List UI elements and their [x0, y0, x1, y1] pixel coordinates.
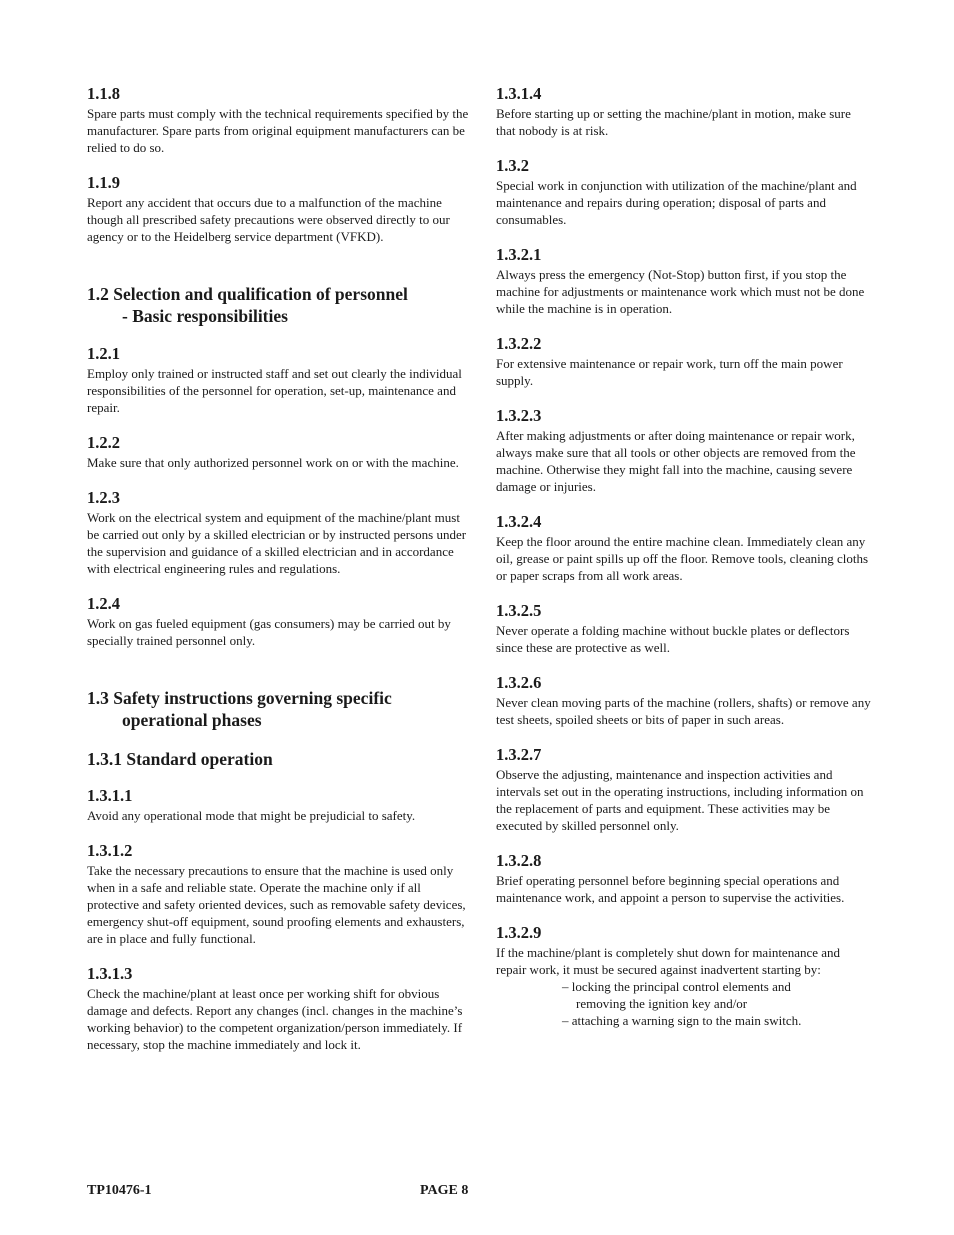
heading-line-continued: operational phases	[122, 710, 262, 730]
section-number: 1.2.2	[87, 433, 120, 452]
section-text: Brief operating personnel before beginning special operations and maintenance work, and appoint a person to supervise the activities.	[496, 873, 845, 905]
section-number: 1.2.1	[87, 344, 120, 363]
heading-line: 1.2 Selection and qualification of personnel	[87, 284, 408, 304]
section-text: Special work in conjunction with utilization of the machine/plant and maintenance and repairs during operation; disposal of parts and consumables.	[496, 178, 857, 227]
section-text: Employ only trained or instructed staff and set out clearly the individual responsibilities of the personnel for operation, set-up, maintenance and repair.	[87, 366, 462, 415]
section-number: 1.1.9	[87, 173, 120, 192]
section-1-2-2	[87, 433, 469, 471]
list-item-text-continued: removing the ignition key and/or	[576, 996, 748, 1011]
section-text: If the machine/plant is completely shut down for maintenance and repair work, it must be secured against inadvertent starting by:	[496, 945, 841, 977]
section-1-3-2-5	[496, 601, 872, 656]
section-number: 1.3.2	[496, 156, 529, 175]
section-text: Never clean moving parts of the machine (rollers, shafts) or remove any test sheets, spoiled sheets or bits of paper in such areas.	[496, 695, 871, 727]
page-number: PAGE 8	[420, 1183, 469, 1198]
section-text: Always press the emergency (Not-Stop) button first, if you stop the machine for adjustments or maintenance work which must not be done while the machine is in operation.	[496, 267, 865, 316]
section-1-2-3	[87, 488, 469, 577]
section-number: 1.3.1.4	[496, 84, 542, 103]
heading-1-2	[87, 283, 469, 327]
section-number: 1.3.2.4	[496, 512, 542, 531]
section-text: Before starting up or setting the machine/plant in motion, make sure that nobody is at risk.	[496, 106, 851, 138]
section-number: 1.2.3	[87, 488, 120, 507]
section-1-2-4	[87, 594, 469, 649]
section-number: 1.3.2.6	[496, 673, 542, 692]
section-1-3-2-9	[496, 923, 872, 1029]
section-number: 1.3.2.5	[496, 601, 542, 620]
section-number: 1.3.2.1	[496, 245, 542, 264]
heading-1-3	[87, 687, 469, 731]
section-text: After making adjustments or after doing maintenance or repair work, always make sure that all tools or other objects are removed from the machine. Otherwise they might fall into the machine, causing severe damage or injuries.	[496, 428, 856, 494]
section-number: 1.3.2.3	[496, 406, 542, 425]
section-1-3-2-3	[496, 406, 872, 495]
section-text: Avoid any operational mode that might be prejudicial to safety.	[87, 808, 416, 823]
section-text: Work on the electrical system and equipment of the machine/plant must be carried out only by a skilled electrician or by instructed persons under the supervision and guidance of a skilled electrician and in accordance with electrical engineering rules and regulations.	[87, 510, 467, 576]
document-id: TP10476-1	[87, 1183, 152, 1198]
heading-line-continued: - Basic responsibilities	[122, 306, 288, 326]
heading-1-3-1: 1.3.1 Standard operation	[87, 749, 273, 769]
section-number: 1.3.1.2	[87, 841, 133, 860]
list-item	[562, 1012, 872, 1029]
section-1-3-2-7	[496, 745, 872, 834]
heading-line: 1.3 Safety instructions governing specific	[87, 688, 392, 708]
list-item-text: – attaching a warning sign to the main switch.	[562, 1013, 802, 1028]
section-1-3-2-6	[496, 673, 872, 728]
section-1-3-2-8	[496, 851, 872, 906]
section-number: 1.3.2.7	[496, 745, 542, 764]
list-item	[562, 978, 872, 1012]
section-1-3-1-4	[496, 84, 872, 139]
section-1-3-1-2	[87, 841, 469, 947]
section-1-3-1-1	[87, 786, 469, 824]
section-1-3-2-2	[496, 334, 872, 389]
section-1-3-1-3	[87, 964, 469, 1053]
list-item-text: – locking the principal control elements and	[562, 979, 791, 994]
section-1-2-1	[87, 344, 469, 416]
section-number: 1.2.4	[87, 594, 120, 613]
section-text: Never operate a folding machine without buckle plates or deflectors since these are protective as well.	[496, 623, 850, 655]
section-text: Keep the floor around the entire machine clean. Immediately clean any oil, grease or paint spills up off the floor. Remove tools, cleaning cloths or paper scraps from all work areas.	[496, 534, 868, 583]
section-1-1-9	[87, 173, 469, 245]
securing-list	[496, 978, 872, 1029]
section-text: Spare parts must comply with the technical requirements specified by the manufacturer. Spare parts from original equipment manufacturers can be relied to do so.	[87, 106, 469, 155]
section-number: 1.3.2.8	[496, 851, 542, 870]
section-text: Take the necessary precautions to ensure that the machine is used only when in a safe and reliable state. Operate the machine only if all protective and safety oriented devices, such as removable safety devices, emergency shut-off equipment, sound proofing elements and exhausters, are in place and fully functional.	[87, 863, 466, 946]
section-text: Check the machine/plant at least once per working shift for obvious damage and defects. Report any changes (incl. changes in the machine’s working behavior) to the competent organization/person immediately. If necessary, stop the machine immediately and lock it.	[87, 986, 463, 1052]
left-column	[87, 84, 469, 1053]
section-text: Work on gas fueled equipment (gas consumers) may be carried out by specially trained personnel only.	[87, 616, 451, 648]
section-1-3-2-4	[496, 512, 872, 584]
section-number: 1.3.2.9	[496, 923, 542, 942]
section-text: Make sure that only authorized personnel work on or with the machine.	[87, 455, 459, 470]
section-number: 1.3.2.2	[496, 334, 542, 353]
section-1-3-2	[496, 156, 872, 228]
right-column	[496, 84, 872, 1029]
section-number: 1.3.1.3	[87, 964, 133, 983]
section-1-1-8	[87, 84, 469, 156]
section-number: 1.3.1.1	[87, 786, 133, 805]
section-text: Observe the adjusting, maintenance and inspection activities and intervals set out in the operating instructions, including information on the replacement of parts and equipment. These activities may be executed by skilled personnel only.	[496, 767, 864, 833]
section-text: For extensive maintenance or repair work, turn off the main power supply.	[496, 356, 843, 388]
section-text: Report any accident that occurs due to a malfunction of the machine though all prescribed safety precautions were observed directly to our agency or to the Heidelberg service department (VFKD).	[87, 195, 450, 244]
section-number: 1.1.8	[87, 84, 120, 103]
section-1-3-2-1	[496, 245, 872, 317]
